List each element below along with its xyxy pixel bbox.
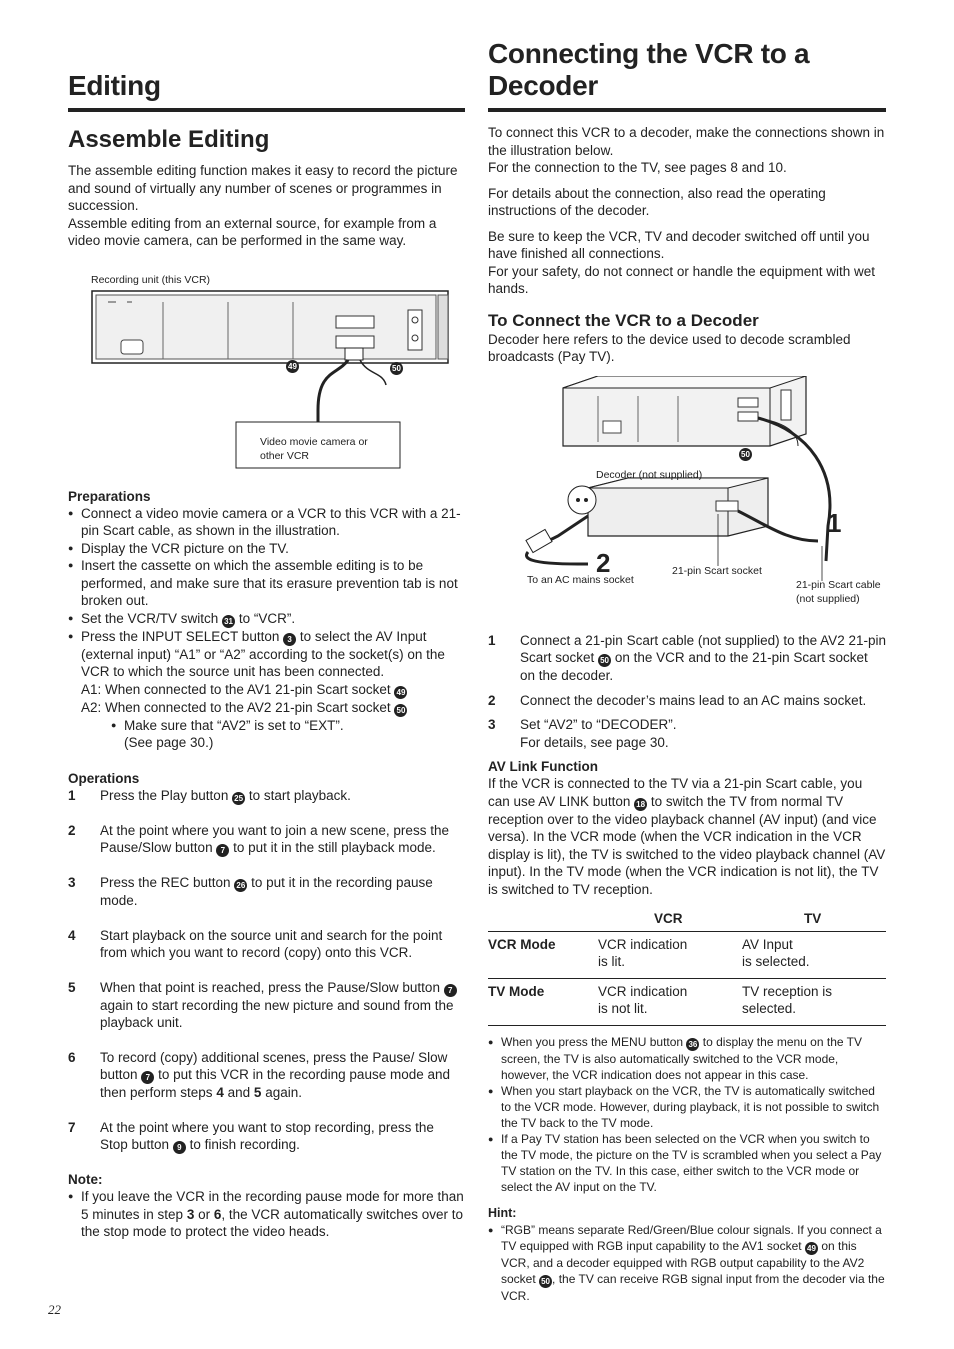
prep-item: ● Insert the cassette on which the assemble editing is to be performed, and make sure that its erasure prevention tab is not broken out. <box>68 557 465 610</box>
intro-paragraph-1: The assemble editing function makes it easy to record the picture and sound of virtually any number of scenes or programmes in succession. <box>68 163 458 213</box>
table-cell <box>598 932 742 979</box>
step-text-part: to put this VCR in the recording pause mode and then perform steps <box>100 1067 451 1100</box>
badge-50: 50 <box>394 704 407 717</box>
right-paragraph: To connect this VCR to a decoder, make the connections shown in the illustration below. <box>488 125 885 158</box>
hint-text: , the TV can receive RGB signal input from the decoder via the VCR. <box>501 1272 885 1303</box>
cell-line: selected. <box>742 1001 797 1016</box>
table-header-empty <box>488 906 598 932</box>
cell-line: AV Input <box>742 937 793 952</box>
note-step: 3 <box>186 1206 195 1222</box>
assemble-diagram <box>68 260 465 470</box>
table-row <box>488 979 886 1026</box>
button-badge: 7 <box>216 844 229 857</box>
step-text-part: Connect the decoder’s mains lead to an AC mains socket. <box>520 692 867 708</box>
badge-18: 18 <box>634 798 647 811</box>
prep-item: ● Connect a video movie camera or a VCR to this VCR with a 21-pin Scart cable, as shown in the illustration. <box>68 505 465 540</box>
step-text <box>100 787 351 805</box>
note-text: If you leave the VCR in the recording pause mode for more than 5 minutes in step <box>81 1189 464 1222</box>
prep-item <box>68 610 465 628</box>
prep-a1 <box>81 681 465 699</box>
title-line-1: Connecting the VCR to a <box>488 38 810 69</box>
step-row <box>68 927 465 962</box>
step-number: 1 <box>488 632 496 648</box>
step-number: 4 <box>68 927 76 943</box>
scart-cable-label <box>796 578 881 606</box>
cell-line: is not lit. <box>598 1001 648 1016</box>
step-text-part: Press the REC button <box>100 875 231 890</box>
step-number: 2 <box>488 692 496 708</box>
step-number: 7 <box>68 1119 76 1135</box>
step-row <box>68 1119 465 1155</box>
right-paragraph: For details about the connection, also read the operating instructions of the decoder. <box>488 185 826 218</box>
badge-49: 49 <box>805 1242 818 1255</box>
badge-36: 36 <box>686 1038 699 1051</box>
step-text-part: Start playback on the source unit and search for the point from which you want to record (copy) onto this VCR. <box>100 927 443 960</box>
note-text: , the VCR automatically switches over to the stop mode to protect the video heads. <box>81 1206 464 1239</box>
step-text <box>100 1049 465 1102</box>
table-cell <box>742 932 886 979</box>
table-header-row <box>488 906 886 932</box>
av-notes-list <box>488 1025 886 1195</box>
table-header-tv: TV <box>804 911 822 926</box>
scart-cable-line2: (not supplied) <box>796 592 860 605</box>
source-box-label <box>260 435 368 463</box>
step-row <box>68 874 465 910</box>
connection-steps <box>488 632 886 752</box>
ac-socket-label: To an AC mains socket <box>527 573 634 586</box>
section-title-assemble: Assemble Editing <box>68 126 270 153</box>
step-text-part: to put it in the still playback mode. <box>233 840 436 855</box>
av-link-heading: AV Link Function <box>488 759 598 774</box>
note-text: or <box>198 1206 211 1222</box>
step-text-line: For details, see page 30. <box>520 734 669 750</box>
recording-unit-label: Recording unit (this VCR) <box>91 273 211 286</box>
step-text-part: on the VCR and to the 21-pin Scart socket on the decoder. <box>520 650 868 683</box>
hint-text: “RGB” means separate Red/Green/Blue colour signals. If you connect a TV equipped with RGB input capability to the AV1 socket <box>501 1223 882 1253</box>
page-title-decoder <box>488 38 886 112</box>
prep-text: Make sure that “AV2” is set to “EXT”. <box>124 717 344 733</box>
av-note-item: ● If a Pay TV station has been selected on the VCR when you switch to the TV mode, the picture on the TV is scrambled when you select a Pay TV station on the TV. In this case, either switch to the VCR mode or select the AV input on the TV. <box>488 1131 886 1195</box>
step-number-2: 2 <box>596 547 611 578</box>
preparations-list <box>68 505 465 752</box>
step-text-part: At the point where you want to join a new scene, press the Pause/Slow button <box>100 822 449 855</box>
table-row-label: TV Mode <box>488 979 598 1026</box>
page-title-editing: Editing <box>68 70 465 112</box>
prep-sub-item <box>111 717 465 735</box>
step-text-part: and <box>227 1085 251 1100</box>
badge-49: 49 <box>286 360 299 373</box>
prep-text: Press the INPUT SELECT button <box>81 628 280 644</box>
step-text <box>100 822 465 858</box>
table-header-vcr: VCR <box>654 911 683 926</box>
prep-text: to select the AV Input (external input) “A1” or “A2” according to the socket(s) on the VCR to which the source unit has been connected. <box>81 628 445 679</box>
step-number: 6 <box>68 1049 76 1065</box>
prep-item <box>68 628 465 752</box>
subsection-title: To Connect the VCR to a Decoder <box>488 310 759 330</box>
hint-item <box>488 1222 886 1304</box>
badge-50: 50 <box>390 362 403 375</box>
step-row <box>68 787 465 805</box>
step-text-part: To record (copy) additional scenes, press the Pause/ Slow button <box>100 1049 448 1082</box>
badge-31: 31 <box>222 615 235 628</box>
step-number-1: 1 <box>827 507 842 538</box>
step-text-part: again. <box>265 1085 302 1100</box>
cell-line: VCR indication <box>598 984 688 999</box>
preparations-heading: Preparations <box>68 488 151 504</box>
prep-sub <box>81 717 465 752</box>
prep-a2 <box>81 699 465 717</box>
step-text <box>100 874 465 910</box>
av-text: to switch the TV from normal TV reception over to the video playback channel (AV input) (and vice versa). In the VCR mode (when the VCR indication in the VCR display is lit), the TV is switched to the video playback channel (AV input). In the TV mode (when the VCR indication is not lit), the TV is switched to TV reception. <box>488 793 886 897</box>
button-badge: 9 <box>173 1141 186 1154</box>
hint-text: on this VCR, and a decoder equipped with RGB output capability to the AV2 socket <box>501 1239 865 1286</box>
step-text-part: Set “AV2” to “DECODER”. <box>520 717 677 732</box>
button-badge: 26 <box>234 879 247 892</box>
av-note-text: to display the menu on the TV screen, the TV is also automatically switched to the VCR mode, however, the VCR indication does not appear in this case. <box>501 1035 862 1082</box>
button-badge: 50 <box>598 654 611 667</box>
av-note-item: ● When you start playback on the VCR, the TV is automatically switched to the VCR mode. However, during playback, it is not possible to switch the TV back to the TV mode. <box>488 1083 886 1131</box>
step-row <box>488 716 886 751</box>
step-text-part: to start playback. <box>248 787 351 803</box>
cell-line: VCR indication <box>598 937 688 952</box>
step-row <box>488 692 886 710</box>
note-list <box>68 1188 465 1241</box>
step-text <box>520 716 677 751</box>
right-paragraph: Be sure to keep the VCR, TV and decoder switched off until you have finished all connections. <box>488 228 870 261</box>
step-number: 5 <box>68 979 76 995</box>
table-cell <box>742 979 886 1026</box>
source-box-label-line1: Video movie camera or <box>260 435 368 448</box>
title-line-2: Decoder <box>488 70 598 101</box>
av-link-paragraph <box>488 775 886 898</box>
table-row <box>488 932 886 979</box>
step-ref: 5 <box>253 1085 262 1100</box>
step-number: 2 <box>68 822 76 838</box>
step-ref: 4 <box>216 1085 224 1100</box>
button-badge: 7 <box>444 984 457 997</box>
operations-list <box>68 787 465 1155</box>
prep-text: to “VCR”. <box>238 610 296 626</box>
note-step: 6 <box>213 1206 222 1222</box>
step-text <box>520 692 866 710</box>
step-number: 3 <box>488 717 496 732</box>
table-row-label: VCR Mode <box>488 932 598 979</box>
prep-text: (See page 30.) <box>124 735 214 750</box>
button-badge: 25 <box>232 792 245 805</box>
right-paragraph: For your safety, do not connect or handle the equipment with wet hands. <box>488 263 875 296</box>
source-box-label-line2: other VCR <box>260 449 310 462</box>
prep-text: Set the VCR/TV switch <box>81 610 219 626</box>
av-text: If the VCR is connected to the TV via a 21-pin Scart cable, you can use AV LINK button <box>488 776 863 809</box>
prep-text: A1: When connected to the AV1 21-pin Scart socket <box>81 681 391 697</box>
scart-cable-line1: 21-pin Scart cable <box>796 578 881 591</box>
cell-line: TV reception is <box>742 984 833 999</box>
decoder-diagram <box>488 376 886 626</box>
step-text-part: At the point where you want to stop recording, press the Stop button <box>100 1119 434 1152</box>
right-column <box>488 38 886 1304</box>
badge-50: 50 <box>539 1275 552 1288</box>
step-row <box>68 822 465 858</box>
intro-paragraph-2: Assemble editing from an external source, for example from a video movie camera, can be performed in the same way. <box>68 215 437 248</box>
step-text-part: again to start recording the new picture and sound from the playback unit. <box>100 997 454 1030</box>
step-text-part: When that point is reached, press the Pause/Slow button <box>100 979 440 995</box>
badge-50: 50 <box>739 448 752 461</box>
step-text-part: Press the Play button <box>100 787 229 803</box>
badge-49: 49 <box>394 686 407 699</box>
step-number: 3 <box>68 875 76 890</box>
subsection-desc: Decoder here refers to the device used to decode scrambled broadcasts (Pay TV). <box>488 331 851 364</box>
page-number: 22 <box>48 1302 61 1317</box>
hint-heading: Hint: <box>488 1206 517 1220</box>
av-note-item <box>488 1034 886 1083</box>
step-row <box>68 1049 465 1102</box>
scart-socket-label: 21-pin Scart socket <box>672 564 762 577</box>
note-heading: Note: <box>68 1172 103 1187</box>
cell-line: is lit. <box>598 954 625 969</box>
av-link-table <box>488 906 886 1025</box>
step-text <box>100 979 465 1032</box>
step-text-part: to put it in the recording pause mode. <box>100 875 433 908</box>
badge-3: 3 <box>283 633 296 646</box>
table-cell <box>598 979 742 1026</box>
step-text <box>520 632 886 685</box>
bullet-icon: ● <box>111 719 117 730</box>
av-note-text: When you press the MENU button <box>501 1035 684 1049</box>
decoder-label: Decoder (not supplied) <box>596 468 703 481</box>
button-badge: 7 <box>141 1071 154 1084</box>
step-text <box>100 927 465 962</box>
step-text-part: to finish recording. <box>189 1137 300 1152</box>
step-row <box>488 632 886 685</box>
step-number: 1 <box>68 787 76 803</box>
hint-list <box>488 1222 886 1304</box>
note-item <box>68 1188 465 1241</box>
prep-text: A2: When connected to the AV2 21-pin Scart socket <box>81 699 391 715</box>
right-paragraph: For the connection to the TV, see pages 8 and 10. <box>488 160 787 175</box>
operations-heading: Operations <box>68 770 140 786</box>
prep-item: ● Display the VCR picture on the TV. <box>68 540 465 558</box>
left-column <box>68 70 465 1241</box>
step-text-part: Connect a 21-pin Scart cable (not supplied) to the AV2 21-pin Scart socket <box>520 632 886 665</box>
step-row <box>68 979 465 1032</box>
cell-line: is selected. <box>742 954 810 969</box>
step-text <box>100 1119 465 1155</box>
